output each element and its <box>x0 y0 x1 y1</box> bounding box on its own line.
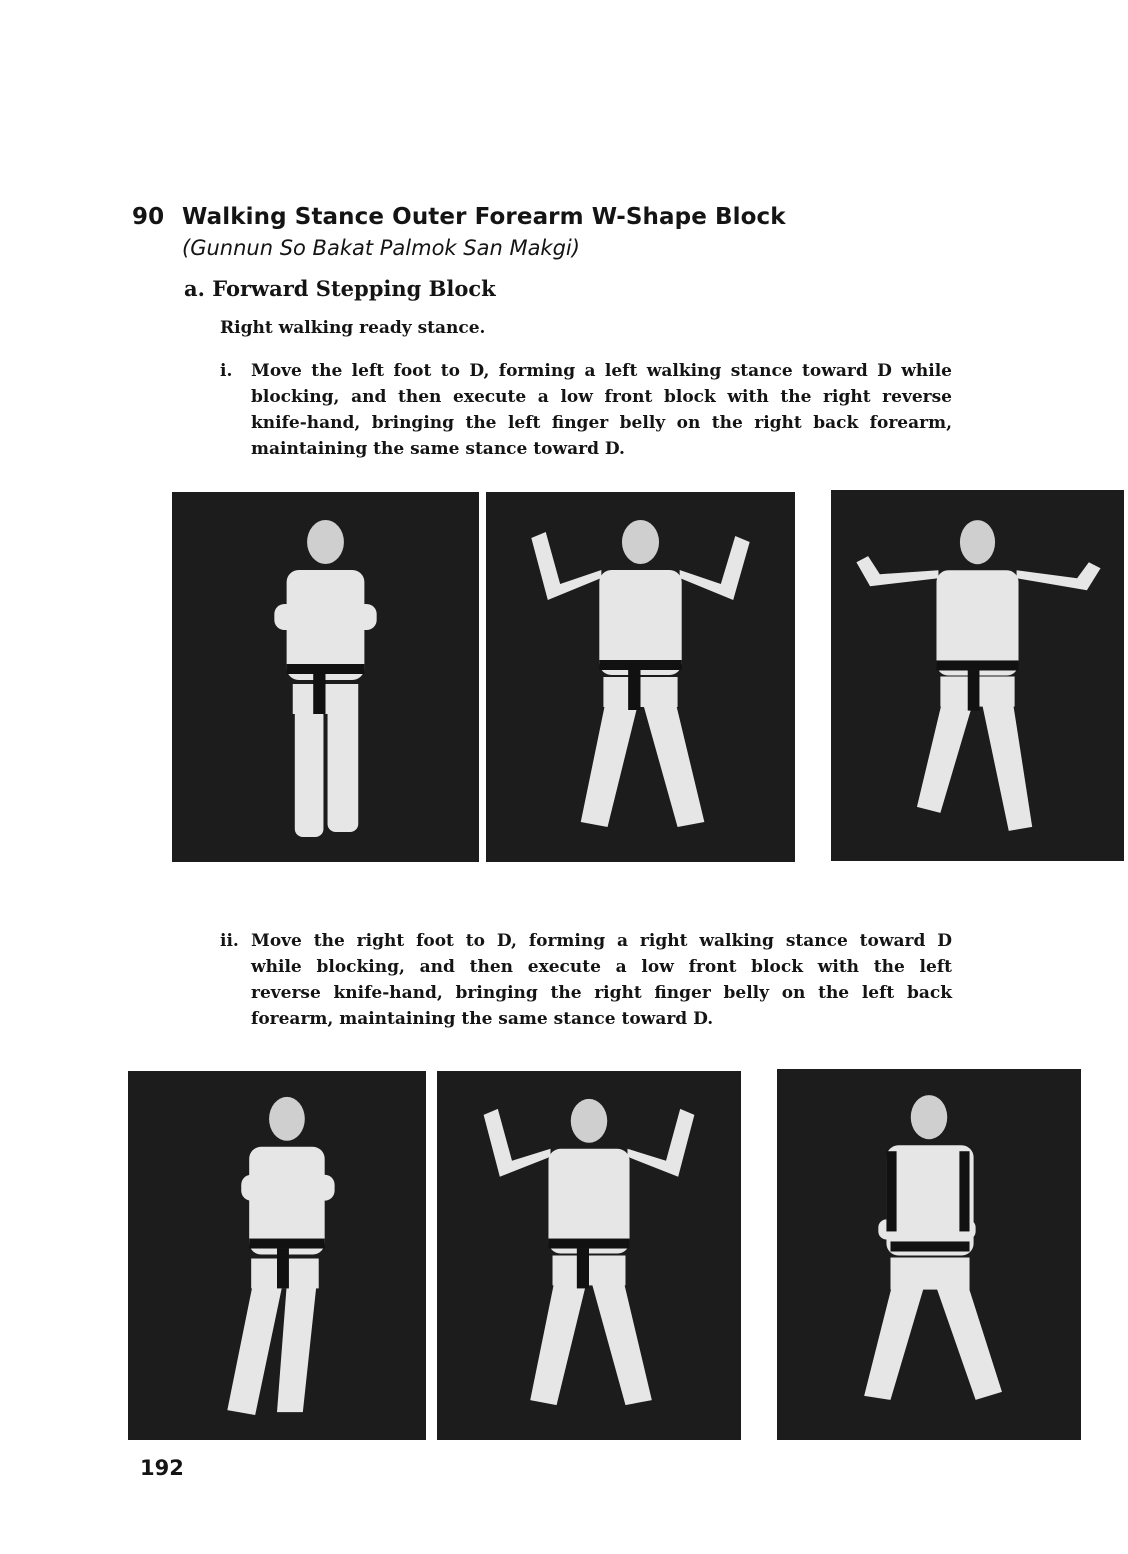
step-line: knife-hand, bringing the left finger belly on the right back forearm, <box>251 413 952 433</box>
photo-step1-arms-raised <box>486 492 795 862</box>
photo-step1-hands-crossed <box>172 492 479 862</box>
step-marker: ii. <box>220 931 239 951</box>
ready-stance-text: Right walking ready stance. <box>220 318 486 338</box>
photo-step2-hands-crossed <box>128 1071 426 1440</box>
section-title: Walking Stance Outer Forearm W-Shape Block <box>182 204 786 230</box>
section-heading <box>132 204 786 230</box>
step-marker: i. <box>220 361 233 381</box>
step-line: reverse knife-hand, bringing the right finger belly on the left back <box>251 983 952 1003</box>
step-line: Move the right foot to D, forming a right walking stance toward D <box>251 931 952 951</box>
step-line: blocking, and then execute a low front block with the right reverse <box>251 387 952 407</box>
page-number: 192 <box>140 1456 184 1480</box>
step-line: forearm, maintaining the same stance toward D. <box>251 1009 714 1029</box>
step-paragraph <box>220 358 952 462</box>
step-line: maintaining the same stance toward D. <box>251 439 625 459</box>
section-subtitle: (Gunnun So Bakat Palmok San Makgi) <box>182 236 580 260</box>
step-line: while blocking, and then execute a low front block with the left <box>251 957 952 977</box>
photo-step2-arms-raised <box>437 1071 741 1440</box>
subsection-label: a. Forward Stepping Block <box>184 276 496 301</box>
step-paragraph <box>220 928 952 1032</box>
photo-step1-arms-outward <box>831 490 1124 861</box>
section-number: 90 <box>132 204 165 230</box>
photo-step2-low-block <box>777 1069 1081 1440</box>
step-line: Move the left foot to D, forming a left walking stance toward D while <box>251 361 952 381</box>
